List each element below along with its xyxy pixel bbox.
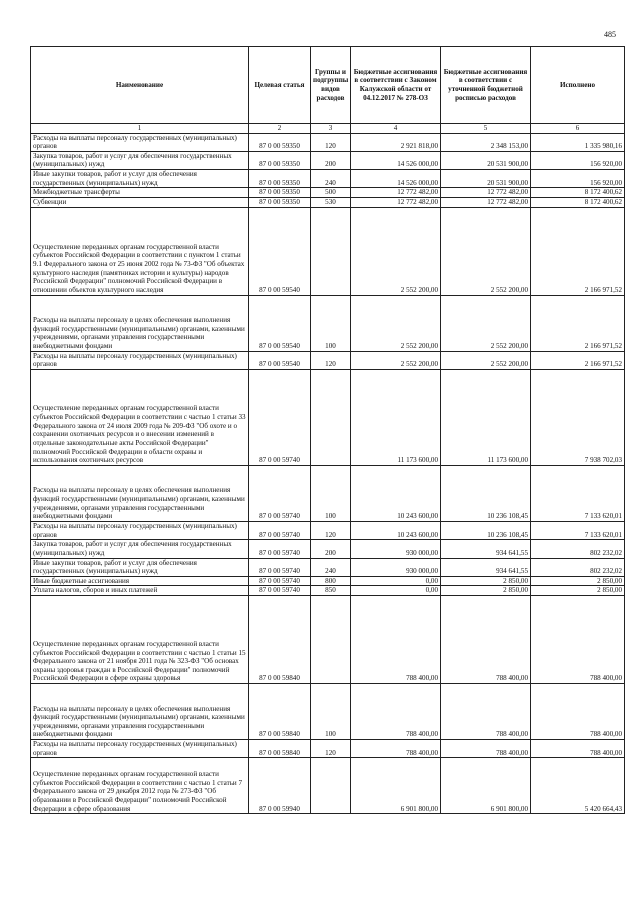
- row-target: 87 0 00 59540: [249, 351, 311, 369]
- row-exec-amount: 2 166 971,52: [531, 351, 625, 369]
- row-target: 87 0 00 59740: [249, 369, 311, 465]
- row-target: 87 0 00 59350: [249, 151, 311, 169]
- row-budget-amount: 10 236 108,45: [441, 521, 531, 539]
- row-exec-amount: 802 232,02: [531, 540, 625, 558]
- table-row: [31, 465, 625, 521]
- row-group: [311, 369, 351, 465]
- row-budget-amount: 11 173 600,00: [441, 369, 531, 465]
- row-budget-amount: 2 850,00: [441, 576, 531, 586]
- row-exec-amount: 2 850,00: [531, 586, 625, 596]
- row-exec-amount: 788 400,00: [531, 684, 625, 740]
- row-exec-amount: 788 400,00: [531, 596, 625, 684]
- row-group: 120: [311, 521, 351, 539]
- row-group: 200: [311, 151, 351, 169]
- header-name: Наименование: [31, 47, 249, 124]
- row-budget-amount: 2 348 153,00: [441, 133, 531, 151]
- row-exec-amount: 5 420 664,43: [531, 758, 625, 814]
- row-budget-amount: 2 552 200,00: [441, 207, 531, 295]
- row-exec-amount: 7 133 620,01: [531, 465, 625, 521]
- row-group: 100: [311, 684, 351, 740]
- row-name: Расходы на выплаты персоналу в целях обеспечения выполнения функций государственными (муниципальными) органами, казенными учреждениями, органами управления государственными внебюджетными фондами: [31, 295, 249, 351]
- row-name: Иные бюджетные ассигнования: [31, 576, 249, 586]
- row-target: 87 0 00 59740: [249, 465, 311, 521]
- row-target: 87 0 00 59840: [249, 596, 311, 684]
- table-row: [31, 521, 625, 539]
- row-budget-amount: 10 236 108,45: [441, 465, 531, 521]
- row-name: Осуществление переданных органам государственной власти субъектов Российской Федерации в соответствии с частью 1 статьи 15 Федерального закона от 21 ноября 2011 года № 323-ФЗ "Об основах охраны здоровья граждан в Российской Федерации" полномочий Российской Федерации в сфере охраны здоровья: [31, 596, 249, 684]
- row-group: [311, 207, 351, 295]
- table-row: [31, 758, 625, 814]
- page-number: 485: [604, 30, 616, 39]
- row-group: [311, 596, 351, 684]
- header-target: Целевая статья: [249, 47, 311, 124]
- row-budget-amount: 12 772 482,00: [441, 188, 531, 198]
- row-target: 87 0 00 59350: [249, 170, 311, 188]
- col-number: 5: [441, 124, 531, 134]
- row-name: Расходы на выплаты персоналу государственных (муниципальных) органов: [31, 521, 249, 539]
- row-law-amount: 788 400,00: [351, 740, 441, 758]
- row-law-amount: 12 772 482,00: [351, 188, 441, 198]
- row-name: Расходы на выплаты персоналу в целях обеспечения выполнения функций государственными (муниципальными) органами, казенными учреждениями, органами управления государственными внебюджетными фондами: [31, 684, 249, 740]
- table-row: [31, 684, 625, 740]
- row-exec-amount: 156 920,00: [531, 151, 625, 169]
- row-budget-amount: 934 641,55: [441, 558, 531, 576]
- header-law: Бюджетные ассигнования в соответствии с Законом Калужской области от 04.12.2017 № 278-ОЗ: [351, 47, 441, 124]
- table-row: [31, 369, 625, 465]
- row-budget-amount: 6 901 800,00: [441, 758, 531, 814]
- row-name: Расходы на выплаты персоналу в целях обеспечения выполнения функций государственными (муниципальными) органами, казенными учреждениями, органами управления государственными внебюджетными фондами: [31, 465, 249, 521]
- row-exec-amount: 7 133 620,01: [531, 521, 625, 539]
- row-law-amount: 14 526 000,00: [351, 151, 441, 169]
- row-group: 240: [311, 558, 351, 576]
- table-row: [31, 740, 625, 758]
- row-law-amount: 0,00: [351, 586, 441, 596]
- table-row: [31, 151, 625, 169]
- table-row: [31, 207, 625, 295]
- table-row: [31, 295, 625, 351]
- row-group: 800: [311, 576, 351, 586]
- table-row: [31, 576, 625, 586]
- row-law-amount: 2 552 200,00: [351, 351, 441, 369]
- row-target: 87 0 00 59940: [249, 758, 311, 814]
- row-exec-amount: 788 400,00: [531, 740, 625, 758]
- row-law-amount: 930 000,00: [351, 540, 441, 558]
- row-budget-amount: 934 641,55: [441, 540, 531, 558]
- row-target: 87 0 00 59350: [249, 133, 311, 151]
- row-exec-amount: 1 335 980,16: [531, 133, 625, 151]
- table-row: [31, 586, 625, 596]
- row-name: Иные закупки товаров, работ и услуг для обеспечения государственных (муниципальных) нужд: [31, 558, 249, 576]
- row-group: 850: [311, 586, 351, 596]
- row-law-amount: 788 400,00: [351, 684, 441, 740]
- table-row: [31, 540, 625, 558]
- row-name: Осуществление переданных органам государственной власти субъектов Российской Федерации в соответствии с частью 1 статьи 33 Федерального закона от 24 июля 2009 года № 209-ФЗ "Об охоте и о сохранении охотничьих ресурсов и о внесении изменений в отдельные законодательные акты Российской Федерации" полномочий Российской Федерации в области охраны и использования охотничьих ресурсов: [31, 369, 249, 465]
- row-name: Межбюджетные трансферты: [31, 188, 249, 198]
- row-name: Иные закупки товаров, работ и услуг для обеспечения государственных (муниципальных) нужд: [31, 170, 249, 188]
- budget-table: [30, 46, 625, 814]
- row-budget-amount: 788 400,00: [441, 596, 531, 684]
- row-law-amount: 2 552 200,00: [351, 295, 441, 351]
- row-law-amount: 12 772 482,00: [351, 198, 441, 208]
- row-law-amount: 11 173 600,00: [351, 369, 441, 465]
- row-exec-amount: 7 938 702,03: [531, 369, 625, 465]
- row-exec-amount: 802 232,02: [531, 558, 625, 576]
- table-row: [31, 188, 625, 198]
- col-number: 1: [31, 124, 249, 134]
- table-row: [31, 133, 625, 151]
- col-number: 4: [351, 124, 441, 134]
- row-budget-amount: 788 400,00: [441, 684, 531, 740]
- row-group: 500: [311, 188, 351, 198]
- row-target: 87 0 00 59740: [249, 521, 311, 539]
- row-name: Осуществление переданных органам государственной власти субъектов Российской Федерации в соответствии с пунктом 1 статьи 9.1 Федерального закона от 25 июня 2002 года № 73-ФЗ "Об объектах культурного наследия (памятниках истории и культуры) народов Российской Федерации" полномочий Российской Федерации в отношении объектов культурного наследия: [31, 207, 249, 295]
- row-budget-amount: 20 531 900,00: [441, 170, 531, 188]
- row-budget-amount: 12 772 482,00: [441, 198, 531, 208]
- table-row: [31, 558, 625, 576]
- row-target: 87 0 00 59350: [249, 198, 311, 208]
- row-target: 87 0 00 59840: [249, 740, 311, 758]
- row-name: Расходы на выплаты персоналу государственных (муниципальных) органов: [31, 351, 249, 369]
- row-law-amount: 14 526 000,00: [351, 170, 441, 188]
- row-name: Закупка товаров, работ и услуг для обеспечения государственных (муниципальных) нужд: [31, 151, 249, 169]
- row-target: 87 0 00 59350: [249, 188, 311, 198]
- row-law-amount: 10 243 600,00: [351, 465, 441, 521]
- row-target: 87 0 00 59740: [249, 540, 311, 558]
- row-budget-amount: 788 400,00: [441, 740, 531, 758]
- row-group: 120: [311, 740, 351, 758]
- col-number: 2: [249, 124, 311, 134]
- row-exec-amount: 2 166 971,52: [531, 295, 625, 351]
- row-group: 120: [311, 133, 351, 151]
- row-law-amount: 0,00: [351, 576, 441, 586]
- row-target: 87 0 00 59740: [249, 586, 311, 596]
- col-number: 3: [311, 124, 351, 134]
- row-target: 87 0 00 59840: [249, 684, 311, 740]
- row-group: 100: [311, 465, 351, 521]
- header-budget: Бюджетные ассигнования в соответствии с уточненной бюджетной росписью расходов: [441, 47, 531, 124]
- row-exec-amount: 8 172 400,62: [531, 198, 625, 208]
- row-group: 100: [311, 295, 351, 351]
- col-number: 6: [531, 124, 625, 134]
- row-law-amount: 930 000,00: [351, 558, 441, 576]
- row-exec-amount: 8 172 400,62: [531, 188, 625, 198]
- row-group: [311, 758, 351, 814]
- table-row: [31, 596, 625, 684]
- table-row: [31, 198, 625, 208]
- row-group: 530: [311, 198, 351, 208]
- row-name: Субвенции: [31, 198, 249, 208]
- row-budget-amount: 2 552 200,00: [441, 295, 531, 351]
- row-exec-amount: 2 166 971,52: [531, 207, 625, 295]
- row-exec-amount: 2 850,00: [531, 576, 625, 586]
- row-target: 87 0 00 59740: [249, 558, 311, 576]
- row-law-amount: 6 901 800,00: [351, 758, 441, 814]
- row-group: 200: [311, 540, 351, 558]
- row-group: 240: [311, 170, 351, 188]
- row-name: Уплата налогов, сборов и иных платежей: [31, 586, 249, 596]
- row-name: Закупка товаров, работ и услуг для обеспечения государственных (муниципальных) нужд: [31, 540, 249, 558]
- row-exec-amount: 156 920,00: [531, 170, 625, 188]
- header-group: Группы и подгруппы видов расходов: [311, 47, 351, 124]
- row-name: Расходы на выплаты персоналу государственных (муниципальных) органов: [31, 133, 249, 151]
- row-law-amount: 788 400,00: [351, 596, 441, 684]
- row-group: 120: [311, 351, 351, 369]
- row-budget-amount: 20 531 900,00: [441, 151, 531, 169]
- table-row: [31, 170, 625, 188]
- row-law-amount: 10 243 600,00: [351, 521, 441, 539]
- row-target: 87 0 00 59540: [249, 207, 311, 295]
- table-row: [31, 351, 625, 369]
- row-law-amount: 2 552 200,00: [351, 207, 441, 295]
- row-target: 87 0 00 59740: [249, 576, 311, 586]
- row-name: Осуществление переданных органам государственной власти субъектов Российской Федерации в соответствии с частью 1 статьи 7 Федерального закона от 29 декабря 2012 года № 273-ФЗ "Об образовании в Российской Федерации" полномочий Российской Федерации в сфере образования: [31, 758, 249, 814]
- header-exec: Исполнено: [531, 47, 625, 124]
- row-budget-amount: 2 552 200,00: [441, 351, 531, 369]
- row-target: 87 0 00 59540: [249, 295, 311, 351]
- row-budget-amount: 2 850,00: [441, 586, 531, 596]
- row-name: Расходы на выплаты персоналу государственных (муниципальных) органов: [31, 740, 249, 758]
- row-law-amount: 2 921 818,00: [351, 133, 441, 151]
